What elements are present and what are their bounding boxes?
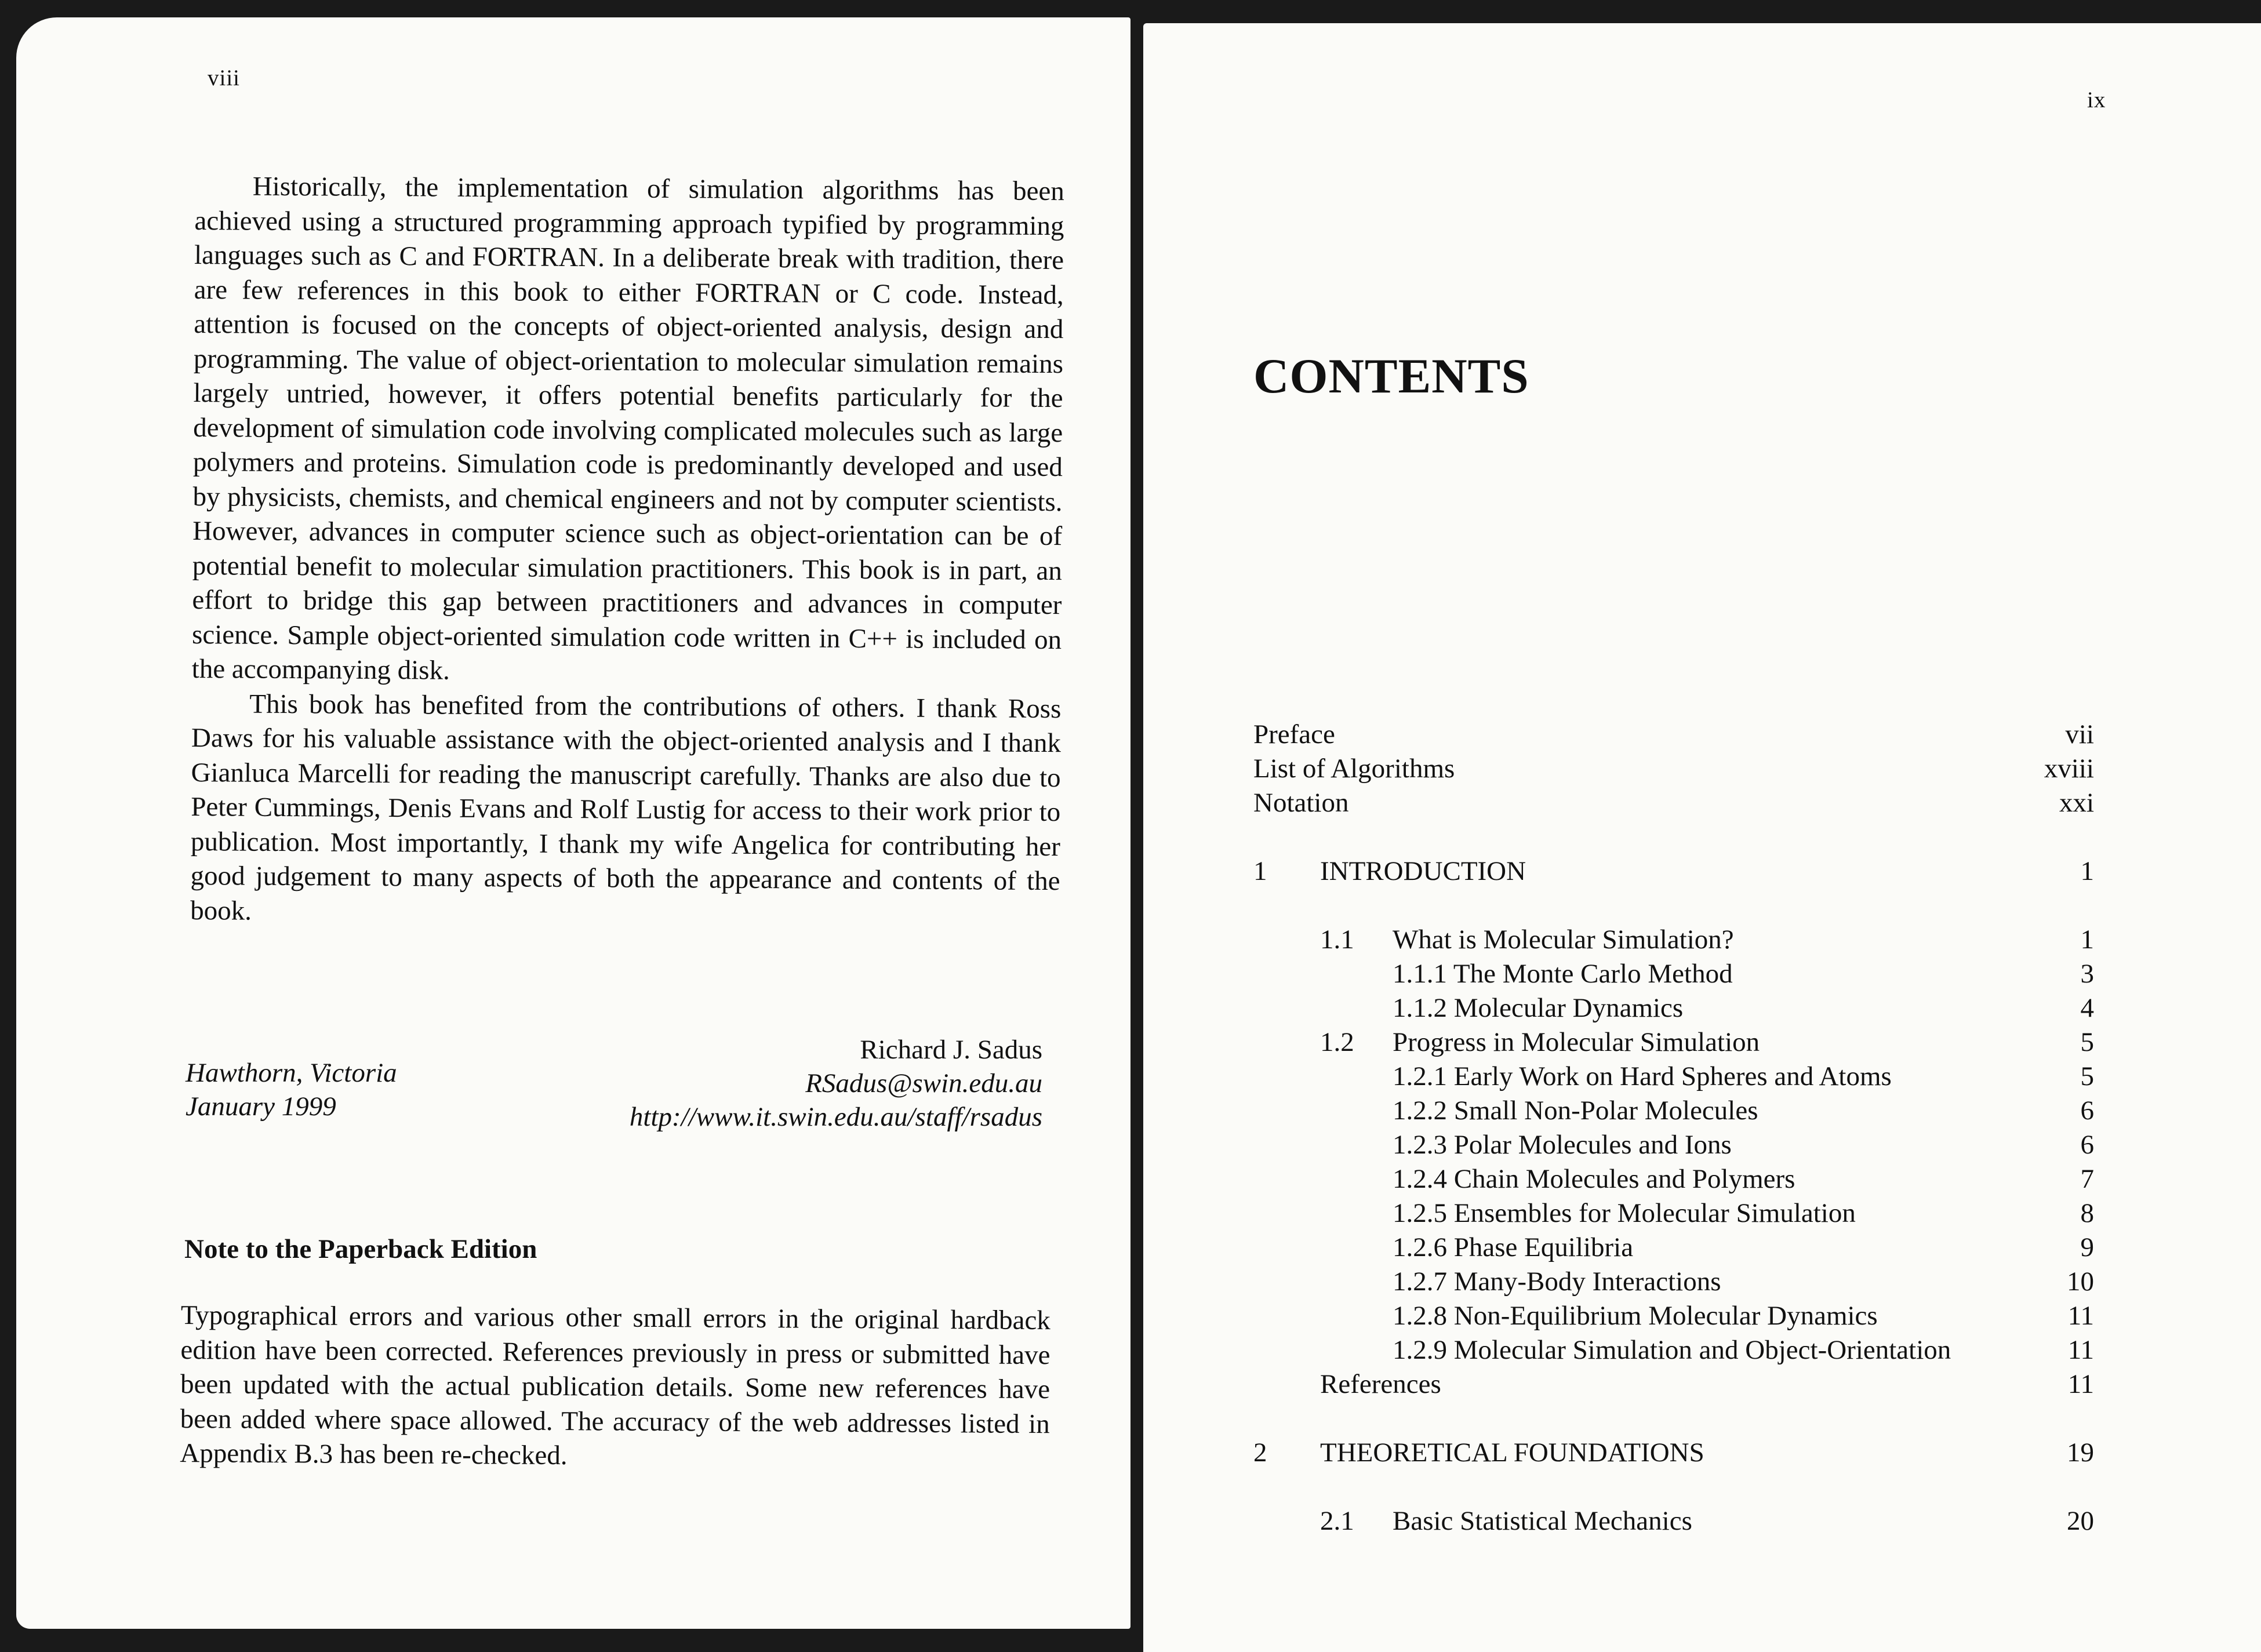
toc-entry-1-2-6	[1253, 1231, 2094, 1264]
toc-title: Preface	[1253, 719, 1335, 749]
toc-entry-1-2-7	[1253, 1265, 2094, 1298]
toc-page: 7	[2080, 1164, 2094, 1194]
note-body	[180, 1298, 1050, 1476]
contents-title: CONTENTS	[1253, 349, 1529, 403]
toc-number: 1.2.2	[1393, 1096, 1447, 1126]
toc-title: Polar Molecules and Ions	[1453, 1130, 1732, 1160]
toc-page: 11	[2067, 1301, 2094, 1331]
toc-number: 1.2.7	[1393, 1267, 1447, 1297]
toc-entry-1-1-1	[1253, 957, 2094, 991]
toc-number: 1.1.2	[1393, 993, 1447, 1023]
toc-page: 10	[2067, 1267, 2094, 1297]
toc-entry-1-2-1	[1253, 1060, 2094, 1093]
preface-paragraph-2: This book has benefited from the contributions of others. I thank Ross Daws for his valuable assistance with the object-oriented analysis and I thank Gianluca Marcelli for reading the manuscript carefully. Thanks are also due to Peter Cummings, Denis Evans and Rolf Lustig for access to their work prior to publication. Most importantly, I thank my wife Angelica for contributing her good judgement to many aspects of both the appearance and contents of the book.	[190, 689, 1062, 926]
toc-title: Early Work on Hard Spheres and Atoms	[1453, 1061, 1892, 1091]
toc-number: 1.2.1	[1393, 1061, 1447, 1091]
toc-page: 19	[2067, 1438, 2094, 1468]
toc-page: vii	[2065, 719, 2094, 749]
toc-title: Chain Molecules and Polymers	[1453, 1164, 1795, 1194]
toc-page: xviii	[2044, 754, 2094, 784]
toc-title: References	[1320, 1369, 1441, 1399]
toc-title: Small Non-Polar Molecules	[1453, 1096, 1758, 1126]
preface-paragraph-1: Historically, the implementation of simulation algorithms has been achieved using a structured programming approach typified by programming languages such as C and FORTRAN. In a deliberate break with tradition, there are few references in this book to either FORTRAN or C code. Instead, attention is focused on the concepts of object-oriented analysis, design and programming. The value of object-orientation to molecular simulation remains largely untried, however, it offers potential benefits particularly for the development of simulation code involving complicated molecules such as large polymers and proteins. Simulation code is predominantly developed and used by physicists, chemists, and chemical engineers and not by computer scientists. However, advances in computer science such as object-orientation can be of potential benefit to molecular simulation practitioners. This book is in part, an effort to bridge this gap between practitioners and advances in computer science. Sample object-oriented simulation code written in C++ is included on the accompanying disk.	[191, 171, 1064, 686]
toc-number: 1.2.3	[1393, 1130, 1447, 1160]
page-number-right: ix	[2087, 88, 2106, 112]
toc-page: 11	[2067, 1369, 2094, 1399]
toc-page: xxi	[2059, 788, 2094, 818]
right-page	[1143, 23, 2261, 1652]
toc-page: 6	[2080, 1096, 2094, 1126]
toc-page: 20	[2067, 1506, 2094, 1536]
toc-entry-references	[1253, 1367, 2094, 1401]
signature-author-block	[630, 1033, 1042, 1134]
toc-page: 8	[2080, 1198, 2094, 1228]
toc-entry-1-2-3	[1253, 1128, 2094, 1162]
toc-title: Phase Equilibria	[1453, 1232, 1634, 1262]
toc-number: 1.2.8	[1393, 1301, 1447, 1331]
toc-number: 2.1	[1320, 1506, 1354, 1536]
toc-title: The Monte Carlo Method	[1453, 959, 1733, 989]
toc-page: 11	[2067, 1335, 2094, 1365]
toc-number: 1.2.4	[1393, 1164, 1447, 1194]
toc-number: 1.1	[1320, 925, 1354, 955]
signature-email: RSadus@swin.edu.au	[805, 1068, 1042, 1098]
toc-entry-notation	[1253, 786, 2094, 820]
toc-title: Non-Equilibrium Molecular Dynamics	[1453, 1301, 1878, 1331]
toc-entry-1-2-5	[1253, 1196, 2094, 1230]
toc-entry-2-1	[1253, 1504, 2094, 1538]
signature-date: January 1999	[186, 1091, 336, 1122]
toc-title: Notation	[1253, 788, 1349, 818]
toc-page: 9	[2080, 1232, 2094, 1262]
toc-entry-chapter-2	[1253, 1436, 2094, 1469]
toc-page: 6	[2080, 1130, 2094, 1160]
toc-title: What is Molecular Simulation?	[1393, 925, 1734, 955]
toc-page: 1	[2080, 925, 2094, 955]
toc-title: Progress in Molecular Simulation	[1393, 1027, 1760, 1057]
toc-title: Basic Statistical Mechanics	[1393, 1506, 1692, 1536]
toc-title: THEORETICAL FOUNDATIONS	[1320, 1438, 1704, 1468]
toc-entry-1-2-8	[1253, 1299, 2094, 1333]
toc-number: 1	[1253, 856, 1267, 886]
signature-place-date	[186, 1056, 397, 1123]
toc-title: Many-Body Interactions	[1453, 1267, 1721, 1297]
toc-page: 3	[2080, 959, 2094, 989]
toc-page: 4	[2080, 993, 2094, 1023]
preface-text	[190, 169, 1064, 933]
toc-entry-1-1-2	[1253, 991, 2094, 1025]
signature-place: Hawthorn, Victoria	[186, 1058, 397, 1088]
toc-number: 1.2.5	[1393, 1198, 1447, 1228]
toc-entry-1-2-9	[1253, 1333, 2094, 1367]
toc-title: List of Algorithms	[1253, 754, 1455, 784]
toc-entry-1-1	[1253, 923, 2094, 956]
signature-url: http://www.it.swin.edu.au/staff/rsadus	[629, 1102, 1042, 1132]
toc-entry-preface	[1253, 718, 2094, 751]
toc-entry-chapter-1	[1253, 854, 2094, 888]
toc-page: 1	[2080, 856, 2094, 886]
toc-title: Molecular Simulation and Object-Orientation	[1453, 1335, 1951, 1365]
toc-number: 1.2	[1320, 1027, 1354, 1057]
toc-entry-1-2	[1253, 1025, 2094, 1059]
toc-number: 1.2.9	[1393, 1335, 1447, 1365]
toc-entry-1-2-2	[1253, 1094, 2094, 1127]
toc-title: Molecular Dynamics	[1453, 993, 1684, 1023]
page-number-left: viii	[208, 66, 241, 90]
toc-title: INTRODUCTION	[1320, 856, 1526, 886]
toc-entry-1-2-4	[1253, 1162, 2094, 1196]
toc-number: 1.1.1	[1393, 959, 1447, 989]
toc-number: 1.2.6	[1393, 1232, 1447, 1262]
note-paragraph: Typographical errors and various other small errors in the original hardback edition have been corrected. References previously in press or submitted have been updated with the actual publication details. Some new references have been added where space allowed. The accuracy of the web addresses listed in Appendix B.3 has been re-checked.	[180, 1300, 1050, 1471]
toc-page: 5	[2080, 1027, 2094, 1057]
toc-title: Ensembles for Molecular Simulation	[1453, 1198, 1856, 1228]
signature-author: Richard J. Sadus	[860, 1035, 1042, 1065]
note-heading: Note to the Paperback Edition	[184, 1234, 537, 1264]
toc-entry-list-of-algorithms	[1253, 752, 2094, 785]
left-page	[16, 17, 1130, 1629]
toc-page: 5	[2080, 1061, 2094, 1091]
toc-number: 2	[1253, 1438, 1267, 1468]
